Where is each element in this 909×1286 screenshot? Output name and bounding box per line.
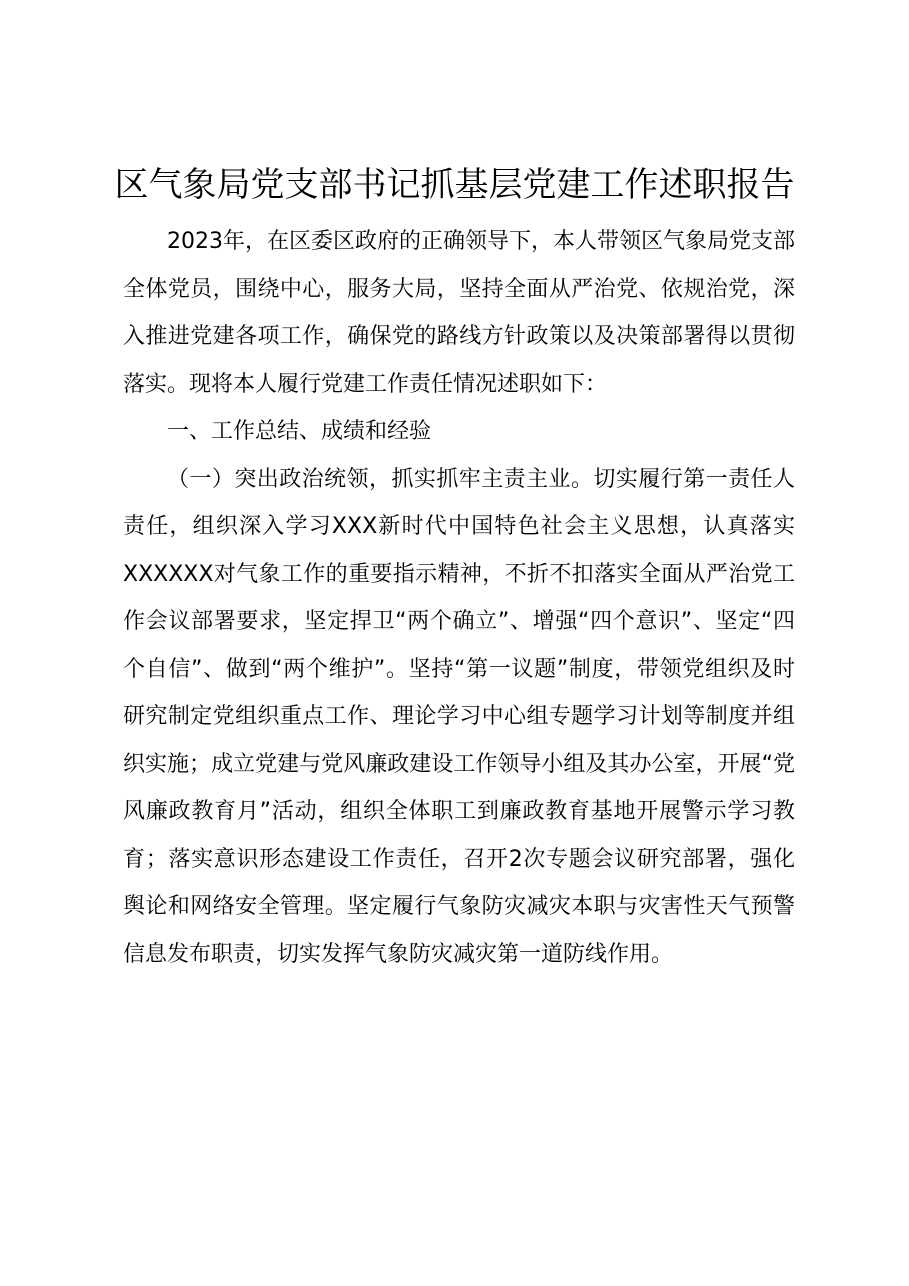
paragraph-intro: 2023年，在区委区政府的正确领导下，本人带领区气象局党支部全体党员，围绕中心，服务大局，坚持全面从严治党、依规治党，深入推进党建各项工作，确保党的路线方针政策以及决策部署得以贯彻落实。现将本人履行党建工作责任情况述职如下：: [123, 229, 795, 397]
document-title: 区气象局党支部书记抓基层党建工作述职报告: [114, 165, 795, 205]
section-heading: 一、工作总结、成绩和经验: [167, 419, 432, 444]
paragraph-section-1: （一）突出政治统领，抓实抓牢主责主业。切实履行第一责任人责任，组织深入学习XXX新时代中国特色社会主义思想，认真落实XXXXXX对气象工作的重要指示精神，不折不扣落实全面从严治党工作会议部署要求，坚定捍卫“两个确立”、增强“四个意识”、坚定“四个自信”、做到“两个维护”。坚持“第一议题”制度，带领党组织及时研究制定党组织重点工作、理论学习中心组专题学习计划等制度并组织实施；成立党建与党风廉政建设工作领导小组及其办公室，开展“党风廉政教育月”活动，组织全体职工到廉政教育基地开展警示学习教育；落实意识形态建设工作责任，召开2次专题会议研究部署，强化舆论和网络安全管理。坚定履行气象防灾减灾本职与灾害性天气预警信息发布职责，切实发挥气象防灾减灾第一道防线作用。: [123, 466, 795, 967]
document-body: [123, 218, 795, 978]
